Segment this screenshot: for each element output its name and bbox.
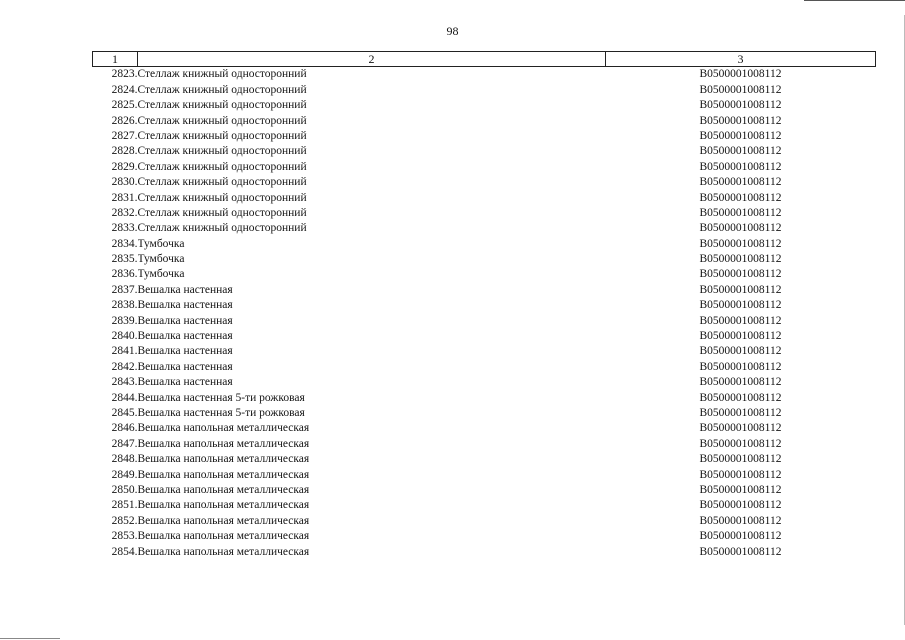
item-name: Вешалка напольная металлическая — [137, 530, 310, 543]
table-row — [93, 144, 876, 159]
item-name: Вешалка напольная металлическая — [137, 468, 310, 481]
table-row — [93, 206, 876, 221]
item-name: Стеллаж книжный односторонний — [137, 129, 307, 142]
table-row — [93, 467, 876, 482]
table-row — [93, 298, 876, 313]
row-number: 2837. — [111, 283, 138, 296]
item-name: Стеллаж книжный односторонний — [137, 99, 307, 112]
item-name: Вешалка настенная — [137, 314, 233, 327]
inventory-table — [92, 51, 876, 560]
item-name: Тумбочка — [137, 268, 185, 281]
row-number: 2839. — [111, 314, 138, 327]
item-code: B0500001008112 — [699, 545, 782, 558]
item-name: Вешалка напольная металлическая — [137, 422, 310, 435]
table-row — [93, 67, 876, 83]
table-row — [93, 252, 876, 267]
row-number: 2831. — [111, 191, 138, 204]
item-name: Стеллаж книжный односторонний — [137, 176, 307, 189]
item-code: B0500001008112 — [699, 68, 782, 81]
row-number: 2823. — [111, 68, 138, 81]
item-name: Стеллаж книжный односторонний — [137, 68, 307, 81]
table-row — [93, 544, 876, 559]
row-number: 2825. — [111, 99, 138, 112]
row-number: 2845. — [111, 406, 138, 419]
item-name: Вешалка настенная — [137, 345, 233, 358]
row-number: 2840. — [111, 330, 138, 343]
row-number: 2829. — [111, 160, 138, 173]
item-name: Вешалка настенная — [137, 360, 233, 373]
item-name: Вешалка настенная 5-ти рожковая — [137, 391, 305, 404]
item-name: Вешалка настенная — [137, 283, 233, 296]
item-name: Вешалка напольная металлическая — [137, 437, 310, 450]
item-code: B0500001008112 — [699, 360, 782, 373]
column-header-name: 2 — [138, 52, 606, 67]
row-number: 2835. — [111, 253, 138, 266]
table-row — [93, 529, 876, 544]
item-name: Вешалка настенная 5-ти рожковая — [137, 406, 305, 419]
row-number: 2850. — [111, 483, 138, 496]
item-code: B0500001008112 — [699, 530, 782, 543]
item-code: B0500001008112 — [699, 253, 782, 266]
row-number: 2848. — [111, 453, 138, 466]
table-row — [93, 483, 876, 498]
item-code: B0500001008112 — [699, 191, 782, 204]
table-row — [93, 513, 876, 528]
row-number: 2846. — [111, 422, 138, 435]
item-code: B0500001008112 — [699, 376, 782, 389]
item-code: B0500001008112 — [699, 206, 782, 219]
item-code: B0500001008112 — [699, 453, 782, 466]
row-number: 2844. — [111, 391, 138, 404]
row-number: 2824. — [111, 83, 138, 96]
table-row — [93, 498, 876, 513]
table-row — [93, 313, 876, 328]
item-code: B0500001008112 — [699, 114, 782, 127]
item-name: Стеллаж книжный односторонний — [137, 191, 307, 204]
row-number: 2841. — [111, 345, 138, 358]
column-header-code: 3 — [606, 52, 876, 67]
table-row — [93, 344, 876, 359]
table-row — [93, 375, 876, 390]
table-row — [93, 113, 876, 128]
item-code: B0500001008112 — [699, 391, 782, 404]
item-code: B0500001008112 — [699, 237, 782, 250]
row-number: 2838. — [111, 299, 138, 312]
table-row — [93, 236, 876, 251]
item-code: B0500001008112 — [699, 422, 782, 435]
item-code: B0500001008112 — [699, 83, 782, 96]
item-name: Вешалка напольная металлическая — [137, 499, 310, 512]
table-row — [93, 406, 876, 421]
item-code: B0500001008112 — [699, 514, 782, 527]
table-body — [93, 67, 876, 560]
page-number: 98 — [446, 24, 459, 38]
item-code: B0500001008112 — [699, 145, 782, 158]
item-name: Стеллаж книжный односторонний — [137, 114, 307, 127]
table-row — [93, 359, 876, 374]
item-code: B0500001008112 — [699, 176, 782, 189]
row-number: 2849. — [111, 468, 138, 481]
row-number: 2833. — [111, 222, 138, 235]
item-name: Стеллаж книжный односторонний — [137, 83, 307, 96]
item-name: Вешалка напольная металлическая — [137, 545, 310, 558]
bottom-edge-rule — [0, 638, 60, 639]
item-name: Вешалка напольная металлическая — [137, 483, 310, 496]
item-code: B0500001008112 — [699, 345, 782, 358]
item-code: B0500001008112 — [699, 299, 782, 312]
row-number: 2851. — [111, 499, 138, 512]
table-header-row — [93, 52, 876, 67]
table-row — [93, 98, 876, 113]
item-name: Вешалка настенная — [137, 299, 233, 312]
table-row — [93, 190, 876, 205]
item-code: B0500001008112 — [699, 160, 782, 173]
item-code: B0500001008112 — [699, 268, 782, 281]
row-number: 2842. — [111, 360, 138, 373]
item-code: B0500001008112 — [699, 499, 782, 512]
item-code: B0500001008112 — [699, 222, 782, 235]
row-number: 2847. — [111, 437, 138, 450]
item-name: Стеллаж книжный односторонний — [137, 222, 307, 235]
table-row — [93, 329, 876, 344]
item-code: B0500001008112 — [699, 330, 782, 343]
item-code: B0500001008112 — [699, 468, 782, 481]
table-row — [93, 175, 876, 190]
item-name: Стеллаж книжный односторонний — [137, 206, 307, 219]
item-code: B0500001008112 — [699, 406, 782, 419]
item-name: Вешалка настенная — [137, 330, 233, 343]
item-code: B0500001008112 — [699, 314, 782, 327]
item-name: Вешалка напольная металлическая — [137, 514, 310, 527]
item-code: B0500001008112 — [699, 437, 782, 450]
table-row — [93, 421, 876, 436]
row-number: 2830. — [111, 176, 138, 189]
table-row — [93, 282, 876, 297]
item-code: B0500001008112 — [699, 129, 782, 142]
table-row — [93, 452, 876, 467]
table-row — [93, 82, 876, 97]
item-name: Вешалка напольная металлическая — [137, 453, 310, 466]
top-edge-rule — [804, 0, 905, 1]
table-row — [93, 267, 876, 282]
row-number: 2828. — [111, 145, 138, 158]
item-code: B0500001008112 — [699, 483, 782, 496]
row-number: 2827. — [111, 129, 138, 142]
row-number: 2854. — [111, 545, 138, 558]
table-row — [93, 436, 876, 451]
row-number: 2834. — [111, 237, 138, 250]
table-row — [93, 159, 876, 174]
item-name: Тумбочка — [137, 237, 185, 250]
row-number: 2843. — [111, 376, 138, 389]
table-row — [93, 129, 876, 144]
row-number: 2853. — [111, 530, 138, 543]
item-name: Стеллаж книжный односторонний — [137, 160, 307, 173]
item-code: B0500001008112 — [699, 283, 782, 296]
item-code: B0500001008112 — [699, 99, 782, 112]
row-number: 2826. — [111, 114, 138, 127]
item-name: Тумбочка — [137, 253, 185, 266]
row-number: 2852. — [111, 514, 138, 527]
table-row — [93, 390, 876, 405]
item-name: Стеллаж книжный односторонний — [137, 145, 307, 158]
row-number: 2836. — [111, 268, 138, 281]
column-header-number: 1 — [93, 52, 138, 67]
row-number: 2832. — [111, 206, 138, 219]
table-row — [93, 221, 876, 236]
item-name: Вешалка настенная — [137, 376, 233, 389]
